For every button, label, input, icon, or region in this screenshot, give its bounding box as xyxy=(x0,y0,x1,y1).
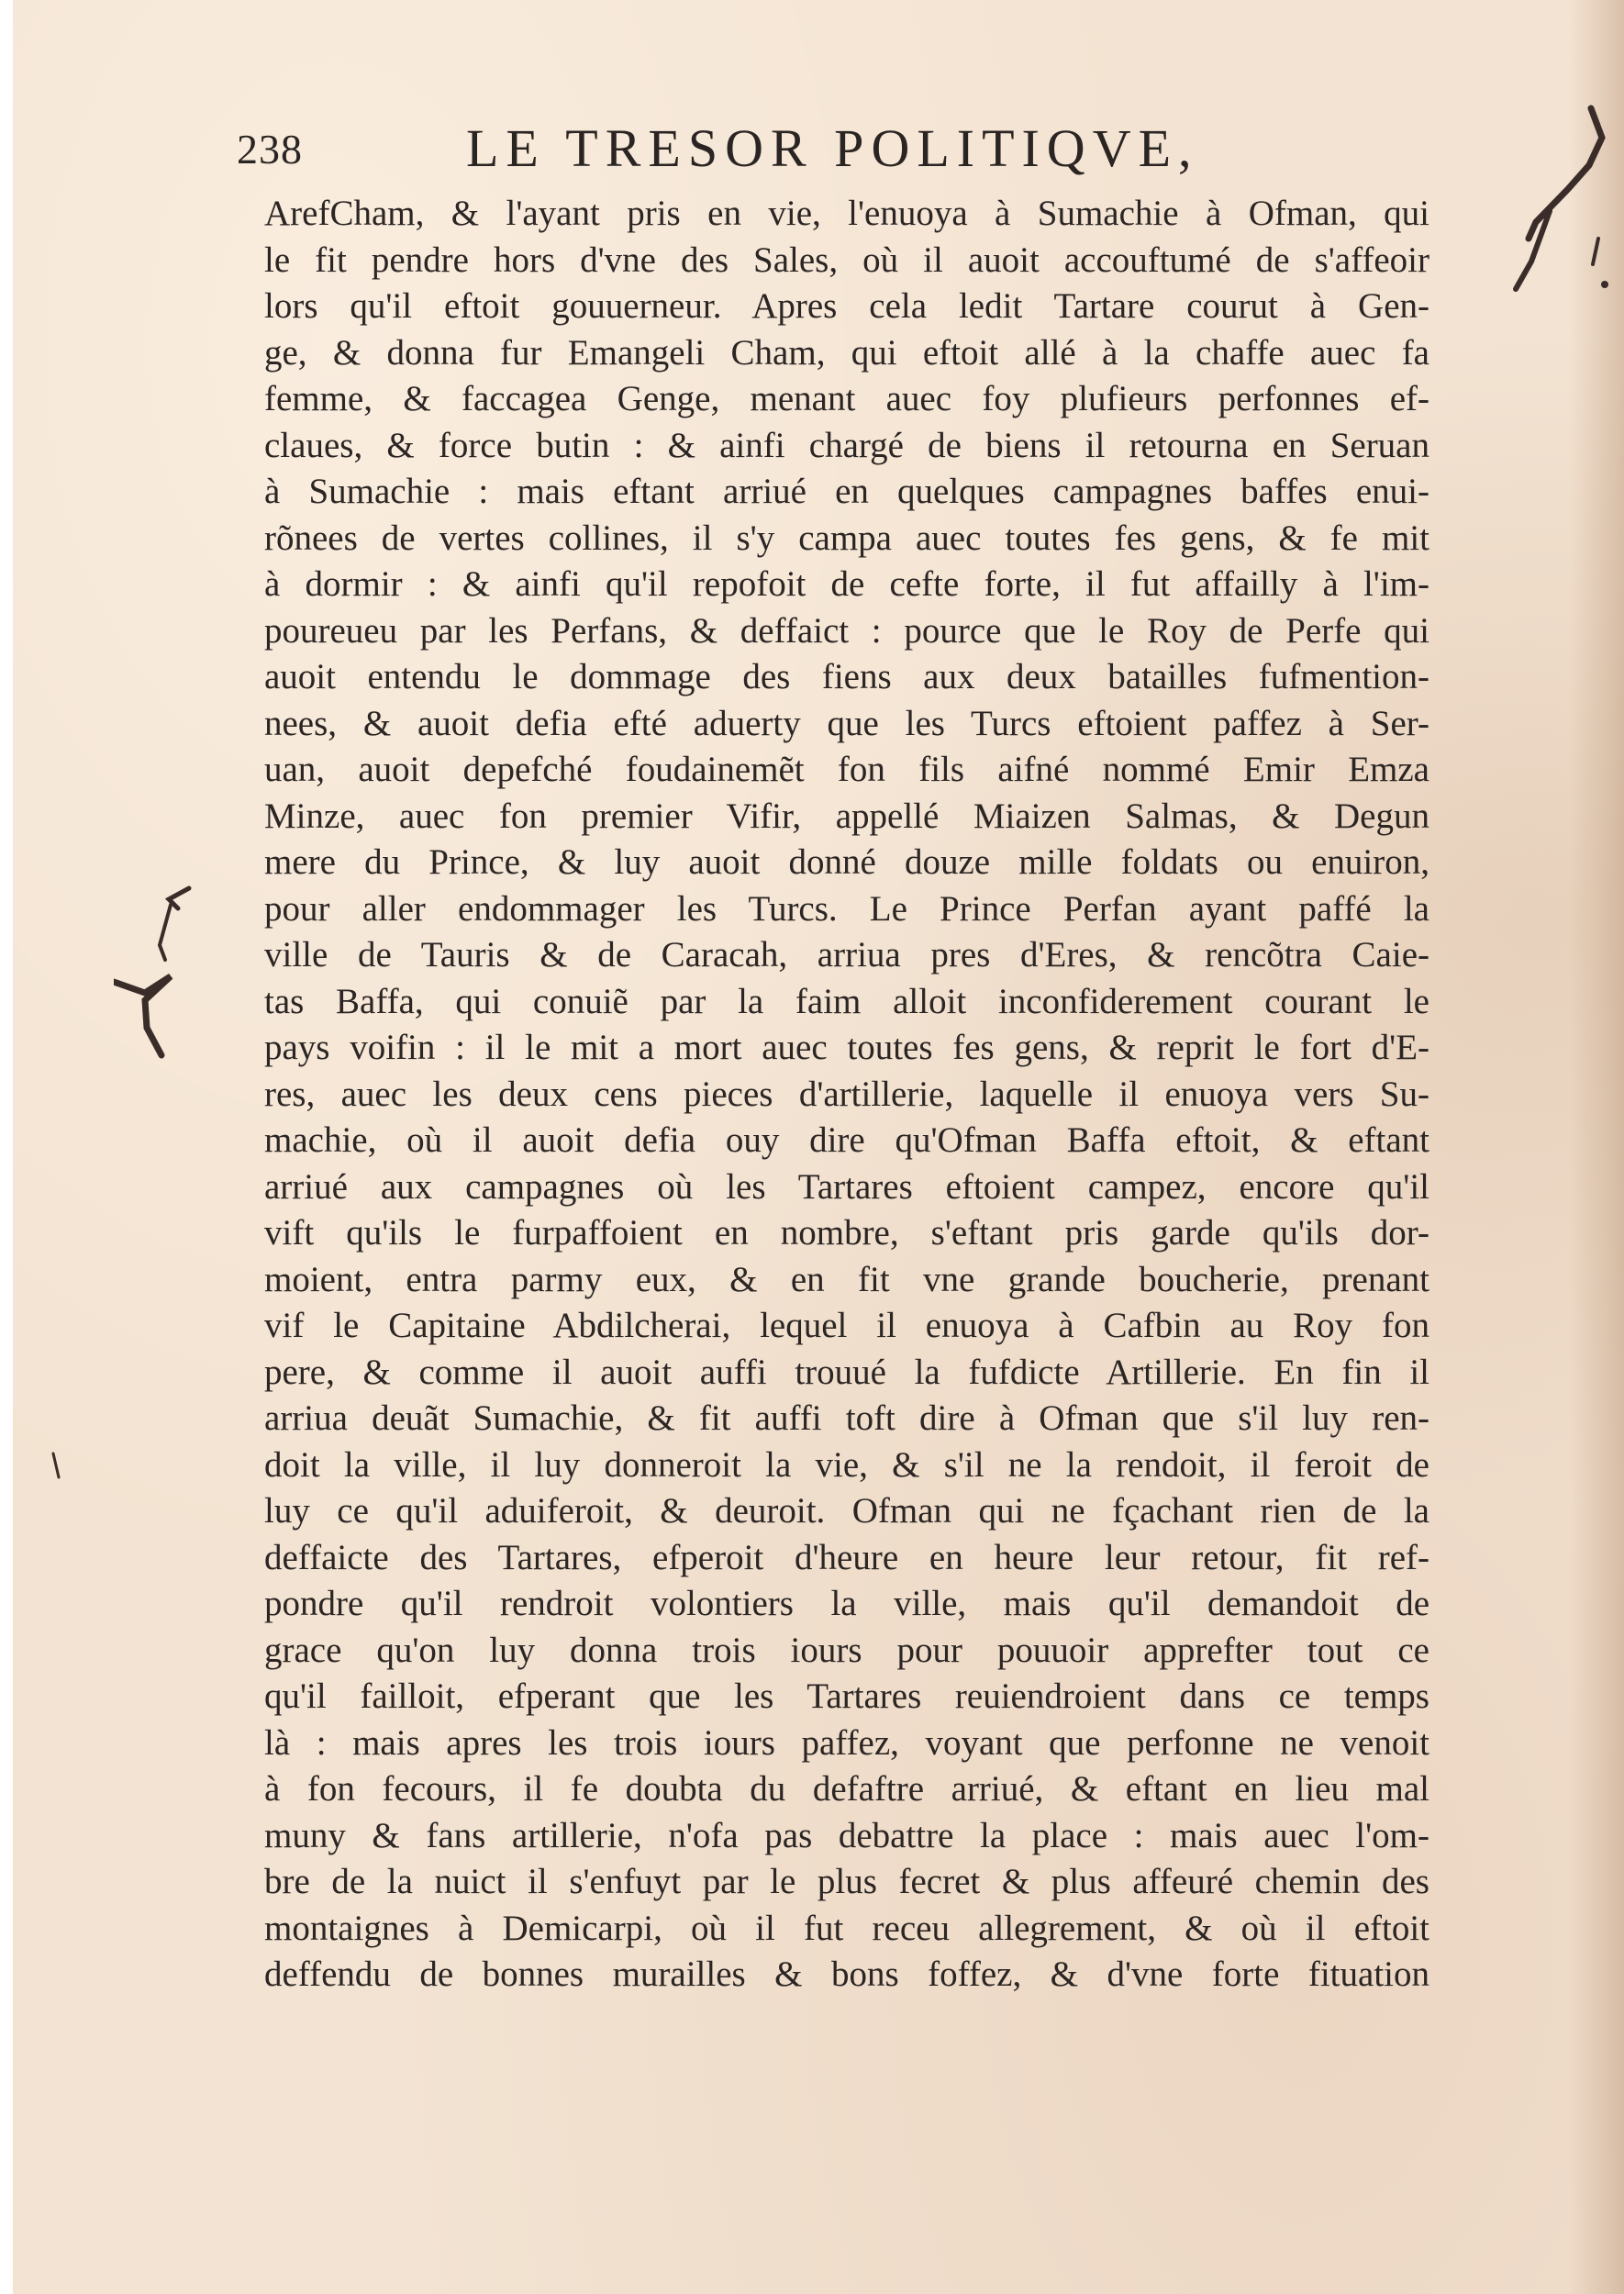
text-line: vift qu'ils le furpaffoient en nombre, s'eftant pris garde qu'ils dor- xyxy=(264,1213,1429,1253)
text-line: res, auec les deux cens pieces d'artillerie, laquelle il enuoya vers Su- xyxy=(264,1074,1429,1114)
text-line: luy ce qu'il aduiferoit, & deuroit. Ofman qui ne fçachant rien de la xyxy=(264,1491,1429,1531)
margin-pen-mark-top-right xyxy=(1481,101,1618,303)
text-line: arriua deuãt Sumachie, & fit auffi toft dire à Ofman que s'il luy ren- xyxy=(264,1398,1429,1438)
text-line: à fon fecours, il fe doubta du defaftre arriué, & eftant en lieu mal xyxy=(264,1769,1429,1809)
text-line: pere, & comme il auoit auffi trouué la fufdicte Artillerie. En fin il xyxy=(264,1352,1429,1392)
text-line: ville de Tauris & de Caracah, arriua pres d'Eres, & rencõtra Caie- xyxy=(264,935,1429,974)
body-text xyxy=(264,191,1429,1999)
text-line: qu'il failloit, efperant que les Tartares reuiendroient dans ce temps xyxy=(264,1676,1429,1716)
margin-pen-mark-middle-left xyxy=(114,881,215,1064)
text-line: lors qu'il eftoit gouuerneur. Apres cela ledit Tartare courut à Gen- xyxy=(264,286,1429,326)
text-line: ArefCham, & l'ayant pris en vie, l'enuoya à Sumachie à Ofman, qui xyxy=(264,194,1429,233)
text-line: machie, où il auoit defia ouy dire qu'Ofman Baffa eftoit, & eftant xyxy=(264,1120,1429,1160)
text-line: poureueu par les Perfans, & deffaict : pource que le Roy de Perfe qui xyxy=(264,610,1429,651)
text-line: nees, & auoit defia efté aduerty que les Turcs eftoient paffez à Ser- xyxy=(264,703,1429,743)
text-line: bre de la nuict il s'enfuyt par le plus fecret & plus affeuré chemin des xyxy=(264,1862,1429,1901)
text-line: là : mais apres les trois iours paffez, voyant que perfonne ne venoit xyxy=(264,1722,1429,1763)
text-line: montaignes à Demicarpi, où il fut receu allegrement, & où il eftoit xyxy=(264,1908,1429,1948)
book-page xyxy=(13,0,1624,2294)
text-line: deffendu de bonnes murailles & bons foffez, & d'vne forte fituation xyxy=(264,1954,1429,1994)
text-line: doit la ville, il luy donneroit la vie, & s'il ne la rendoit, il feroit de xyxy=(264,1444,1429,1485)
text-line: le fit pendre hors d'vne des Sales, où il auoit accouftumé de s'affeoir xyxy=(264,239,1429,280)
text-line: ge, & donna fur Emangeli Cham, qui eftoit allé à la chaffe auec fa xyxy=(264,332,1429,373)
running-head xyxy=(226,117,1418,182)
gutter-shadow xyxy=(1569,0,1624,2294)
text-line: Minze, auec fon premier Vifir, appellé Miaizen Salmas, & Degun xyxy=(264,796,1429,836)
text-line: à dormir : & ainfi qu'il repofoit de cefte forte, il fut affailly à l'im- xyxy=(264,564,1429,604)
text-line: pays voifin : il le mit a mort auec toutes fes gens, & reprit le fort d'E- xyxy=(264,1028,1429,1067)
running-title: LE TRESOR POLITIQVE, xyxy=(466,118,1199,178)
text-line: grace qu'on luy donna trois iours pour pouuoir apprefter tout ce xyxy=(264,1630,1429,1670)
text-line: à Sumachie : mais eftant arriué en quelques campagnes baffes enui- xyxy=(264,472,1429,511)
text-line: claues, & force butin : & ainfi chargé de biens il retourna en Seruan xyxy=(264,425,1429,465)
text-line: mere du Prince, & luy auoit donné douze mille foldats ou enuiron, xyxy=(264,842,1429,882)
text-line: pondre qu'il rendroit volontiers la ville, mais qu'il demandoit de xyxy=(264,1584,1429,1623)
text-line: deffaicte des Tartares, efperoit d'heure en heure leur retour, fit ref- xyxy=(264,1537,1429,1577)
text-line: tas Baffa, qui conuiẽ par la faim alloit inconfiderement courant le xyxy=(264,981,1429,1021)
text-line: vif le Capitaine Abdilcherai, lequel il enuoya à Cafbin au Roy fon xyxy=(264,1306,1429,1345)
text-line: uan, auoit depefché foudainemẽt fon fils aifné nommé Emir Emza xyxy=(264,750,1429,789)
text-line: auoit entendu le dommage des fiens aux deux batailles fufmention- xyxy=(264,657,1429,696)
page-number: 238 xyxy=(237,126,303,173)
text-line: muny & fans artillerie, n'ofa pas debattre la place : mais auec l'om- xyxy=(264,1815,1429,1855)
text-line: arriué aux campagnes où les Tartares eftoient campez, encore qu'il xyxy=(264,1166,1429,1207)
margin-tick-mark-left xyxy=(50,1450,68,1487)
text-line: rõnees de vertes collines, il s'y campa auec toutes fes gens, & fe mit xyxy=(264,518,1429,558)
text-line: femme, & faccagea Genge, menant auec foy plufieurs perfonnes ef- xyxy=(264,379,1429,418)
text-line: pour aller endommager les Turcs. Le Prince Perfan ayant paffé la xyxy=(264,888,1429,929)
text-line: moient, entra parmy eux, & en fit vne grande boucherie, prenant xyxy=(264,1259,1429,1299)
